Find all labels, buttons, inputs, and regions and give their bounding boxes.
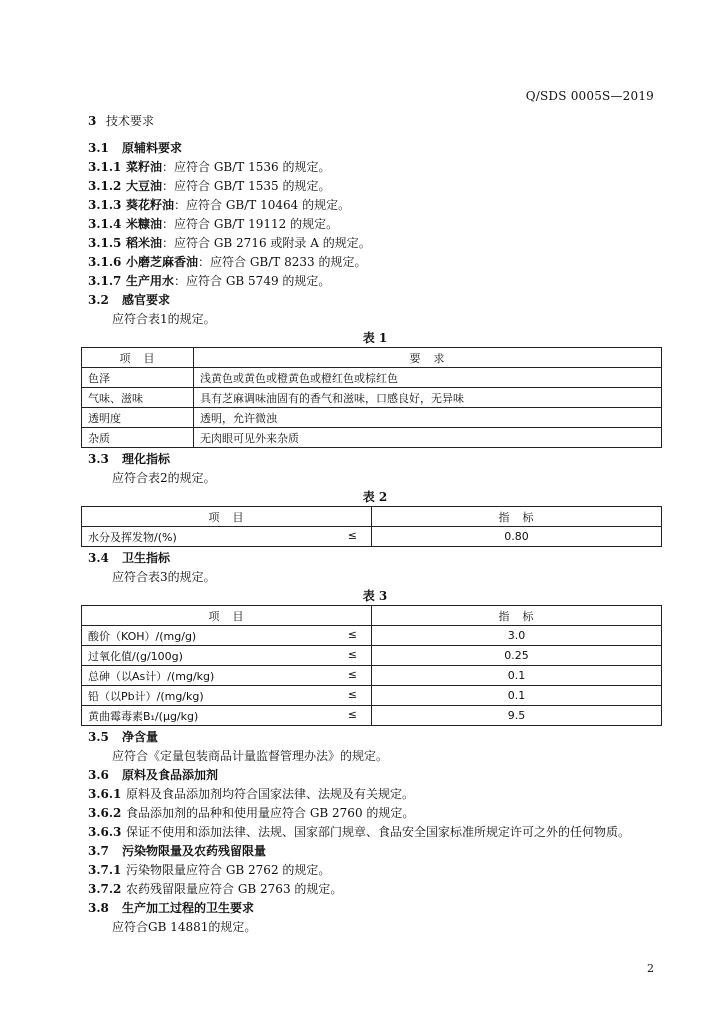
clause-3-1-3: 3.1.3 葵花籽油：应符合 GB/T 10464 的规定。 <box>88 198 351 212</box>
clause-3-7-1: 3.7.1 污染物限量应符合 GB 2762 的规定。 <box>88 863 331 877</box>
table-row: 铅（以Pb计）/(mg/kg) ≤ 0.1 <box>82 686 662 706</box>
section-3-8-text: 应符合GB 14881的规定。 <box>112 920 257 934</box>
section-3-1: 3.1 原辅料要求 <box>88 141 183 155</box>
table-row: 过氧化值/(g/100g) ≤ 0.25 <box>82 646 662 666</box>
section-3-5-text: 应符合《定量包装商品计量监督管理办法》的规定。 <box>112 749 389 763</box>
section-3-5: 3.5 净含量 <box>88 730 159 744</box>
clause-3-1-5: 3.1.5 稻米油：应符合 GB 2716 或附录 A 的规定。 <box>88 236 371 250</box>
section-3-4: 3.4 卫生指标 <box>88 551 171 565</box>
table-2: 项 目 指 标 水分及挥发物/(%) ≤ 0.80 <box>81 506 662 547</box>
clause-3-1-4: 3.1.4 米糠油：应符合 GB/T 19112 的规定。 <box>88 217 339 231</box>
clause-3-1-6: 3.1.6 小磨芝麻香油：应符合 GB/T 8233 的规定。 <box>88 255 367 269</box>
table-3-caption: 表 3 <box>362 589 388 603</box>
standard-code: Q/SDS 0005S—2019 <box>525 89 654 103</box>
section-3: 3 技术要求 <box>88 114 155 128</box>
clause-3-7-2: 3.7.2 农药残留限量应符合 GB 2763 的规定。 <box>88 882 343 896</box>
table-row: 黄曲霉毒素B₁/(μg/kg) ≤ 9.5 <box>82 706 662 726</box>
table-2-caption: 表 2 <box>362 490 388 504</box>
section-3-6: 3.6 原料及食品添加剂 <box>88 768 219 782</box>
section-3-2-text: 应符合表1的规定。 <box>112 312 216 326</box>
table-1-caption: 表 1 <box>362 331 388 345</box>
table-row: 气味、滋味 具有芝麻调味油固有的香气和滋味，口感良好，无异味 <box>82 388 662 408</box>
section-3-3: 3.3 理化指标 <box>88 452 171 466</box>
clause-3-6-1: 3.6.1 原料及食品添加剂均符合国家法律、法规及有关规定。 <box>88 787 415 801</box>
table-1: 项 目 要 求 色泽 浅黄色或黄色或橙黄色或橙红色或棕红色 气味、滋味 具有芝麻调味油固有的香气和滋味，口感良好，无异味 透明度 透明，允许微浊 杂质 无肉眼可见外来杂质 <box>81 347 662 448</box>
table-row: 杂质 无肉眼可见外来杂质 <box>82 428 662 448</box>
table-row: 总砷（以As计）/(mg/kg) ≤ 0.1 <box>82 666 662 686</box>
table-row: 透明度 透明，允许微浊 <box>82 408 662 428</box>
clause-3-1-7: 3.1.7 生产用水：应符合 GB 5749 的规定。 <box>88 274 331 288</box>
clause-3-1-2: 3.1.2 大豆油：应符合 GB/T 1535 的规定。 <box>88 179 331 193</box>
section-3-8: 3.8 生产加工过程的卫生要求 <box>88 901 255 915</box>
section-3-2: 3.2 感官要求 <box>88 293 171 307</box>
clause-3-1-1: 3.1.1 菜籽油：应符合 GB/T 1536 的规定。 <box>88 160 331 174</box>
section-3-4-text: 应符合表3的规定。 <box>112 570 216 584</box>
page-number: 2 <box>647 962 654 975</box>
table-row: 色泽 浅黄色或黄色或橙黄色或橙红色或棕红色 <box>82 368 662 388</box>
page-content <box>88 112 662 937</box>
table-row: 水分及挥发物/(%) ≤ 0.80 <box>82 527 662 547</box>
clause-3-6-3: 3.6.3 保证不使用和添加法律、法规、国家部门规章、食品安全国家标准所规定许可之外的任何物质。 <box>88 825 631 839</box>
clause-3-6-2: 3.6.2 食品添加剂的品种和使用量应符合 GB 2760 的规定。 <box>88 806 415 820</box>
table-3: 项 目 指 标 酸价（KOH）/(mg/g) ≤ 3.0 过氧化值/(g/100g) ≤ 0.25 总砷（以As计）/(mg/kg) ≤ 0.1 铅（以Pb计）/(mg/kg) ≤ 0.1 黄曲霉毒素B₁/(μg/kg) ≤ 9.5 <box>81 605 662 726</box>
table-row: 酸价（KOH）/(mg/g) ≤ 3.0 <box>82 626 662 646</box>
section-3-3-text: 应符合表2的规定。 <box>112 471 216 485</box>
section-3-7: 3.7 污染物限量及农药残留限量 <box>88 844 267 858</box>
